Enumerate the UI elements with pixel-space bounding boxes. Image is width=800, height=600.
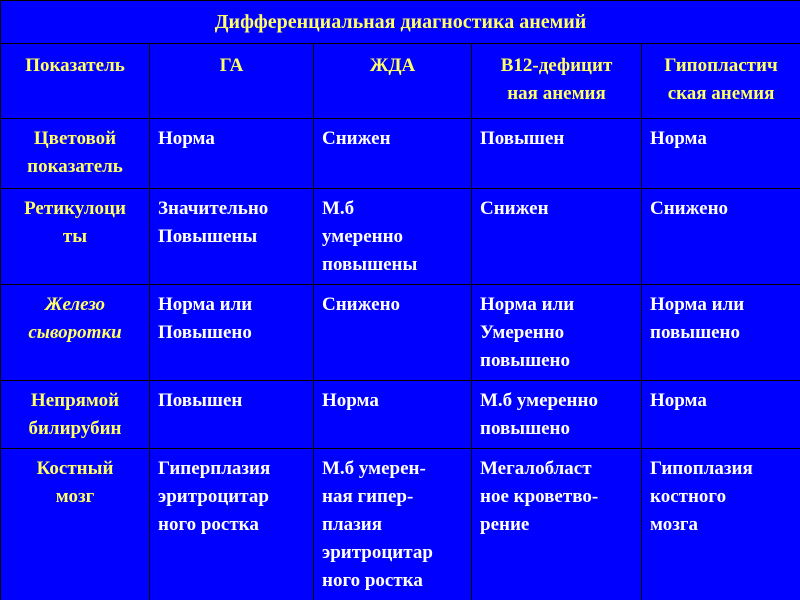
table-row <box>1 119 800 189</box>
table-cell: М.б умеренно повышено <box>472 381 642 449</box>
row-label-indirect-bilirubin: Непрямой билирубин <box>1 381 150 449</box>
table-cell: Норма или Умеренно повышено <box>472 285 642 381</box>
table-cell: Снижено <box>642 189 800 285</box>
table-cell: Снижено <box>314 285 472 381</box>
table-cell: М.б умеренно повышены <box>314 189 472 285</box>
table-cell: Норма или повышено <box>642 285 800 381</box>
table-cell: Снижен <box>314 119 472 189</box>
table-cell: Норма <box>642 119 800 189</box>
column-header-indicator: Показатель <box>1 44 150 119</box>
table-cell: Норма или Повышено <box>150 285 314 381</box>
table-cell: Значительно Повышены <box>150 189 314 285</box>
table-title: Дифференциальная диагностика анемий <box>1 1 800 44</box>
table-cell: Норма <box>150 119 314 189</box>
table-cell: Повышен <box>150 381 314 449</box>
row-label-serum-iron: Железо сыворотки <box>1 285 150 381</box>
table-cell: Гипоплазия костного мозга <box>642 449 800 600</box>
column-header-hypoplastic: Гипопластич ская анемия <box>642 44 800 119</box>
table-row <box>1 449 800 600</box>
table-cell: Мегалобласт ное кроветво- рение <box>472 449 642 600</box>
table-cell: Норма <box>642 381 800 449</box>
table-row <box>1 189 800 285</box>
column-header-b12: В12-дефицит ная анемия <box>472 44 642 119</box>
table-row <box>1 285 800 381</box>
row-label-color-index: Цветовой показатель <box>1 119 150 189</box>
table-cell: Снижен <box>472 189 642 285</box>
table-cell: Норма <box>314 381 472 449</box>
column-header-zhda: ЖДА <box>314 44 472 119</box>
table-cell: Повышен <box>472 119 642 189</box>
column-header-ga: ГА <box>150 44 314 119</box>
title-row <box>1 1 800 44</box>
row-label-reticulocytes: Ретикулоци ты <box>1 189 150 285</box>
table-cell: М.б умерен- ная гипер- плазия эритроцитар ного ростка <box>314 449 472 600</box>
table-row <box>1 381 800 449</box>
header-row <box>1 44 800 119</box>
table-cell: Гиперплазия эритроцитар ного ростка <box>150 449 314 600</box>
row-label-bone-marrow: Костный мозг <box>1 449 150 600</box>
